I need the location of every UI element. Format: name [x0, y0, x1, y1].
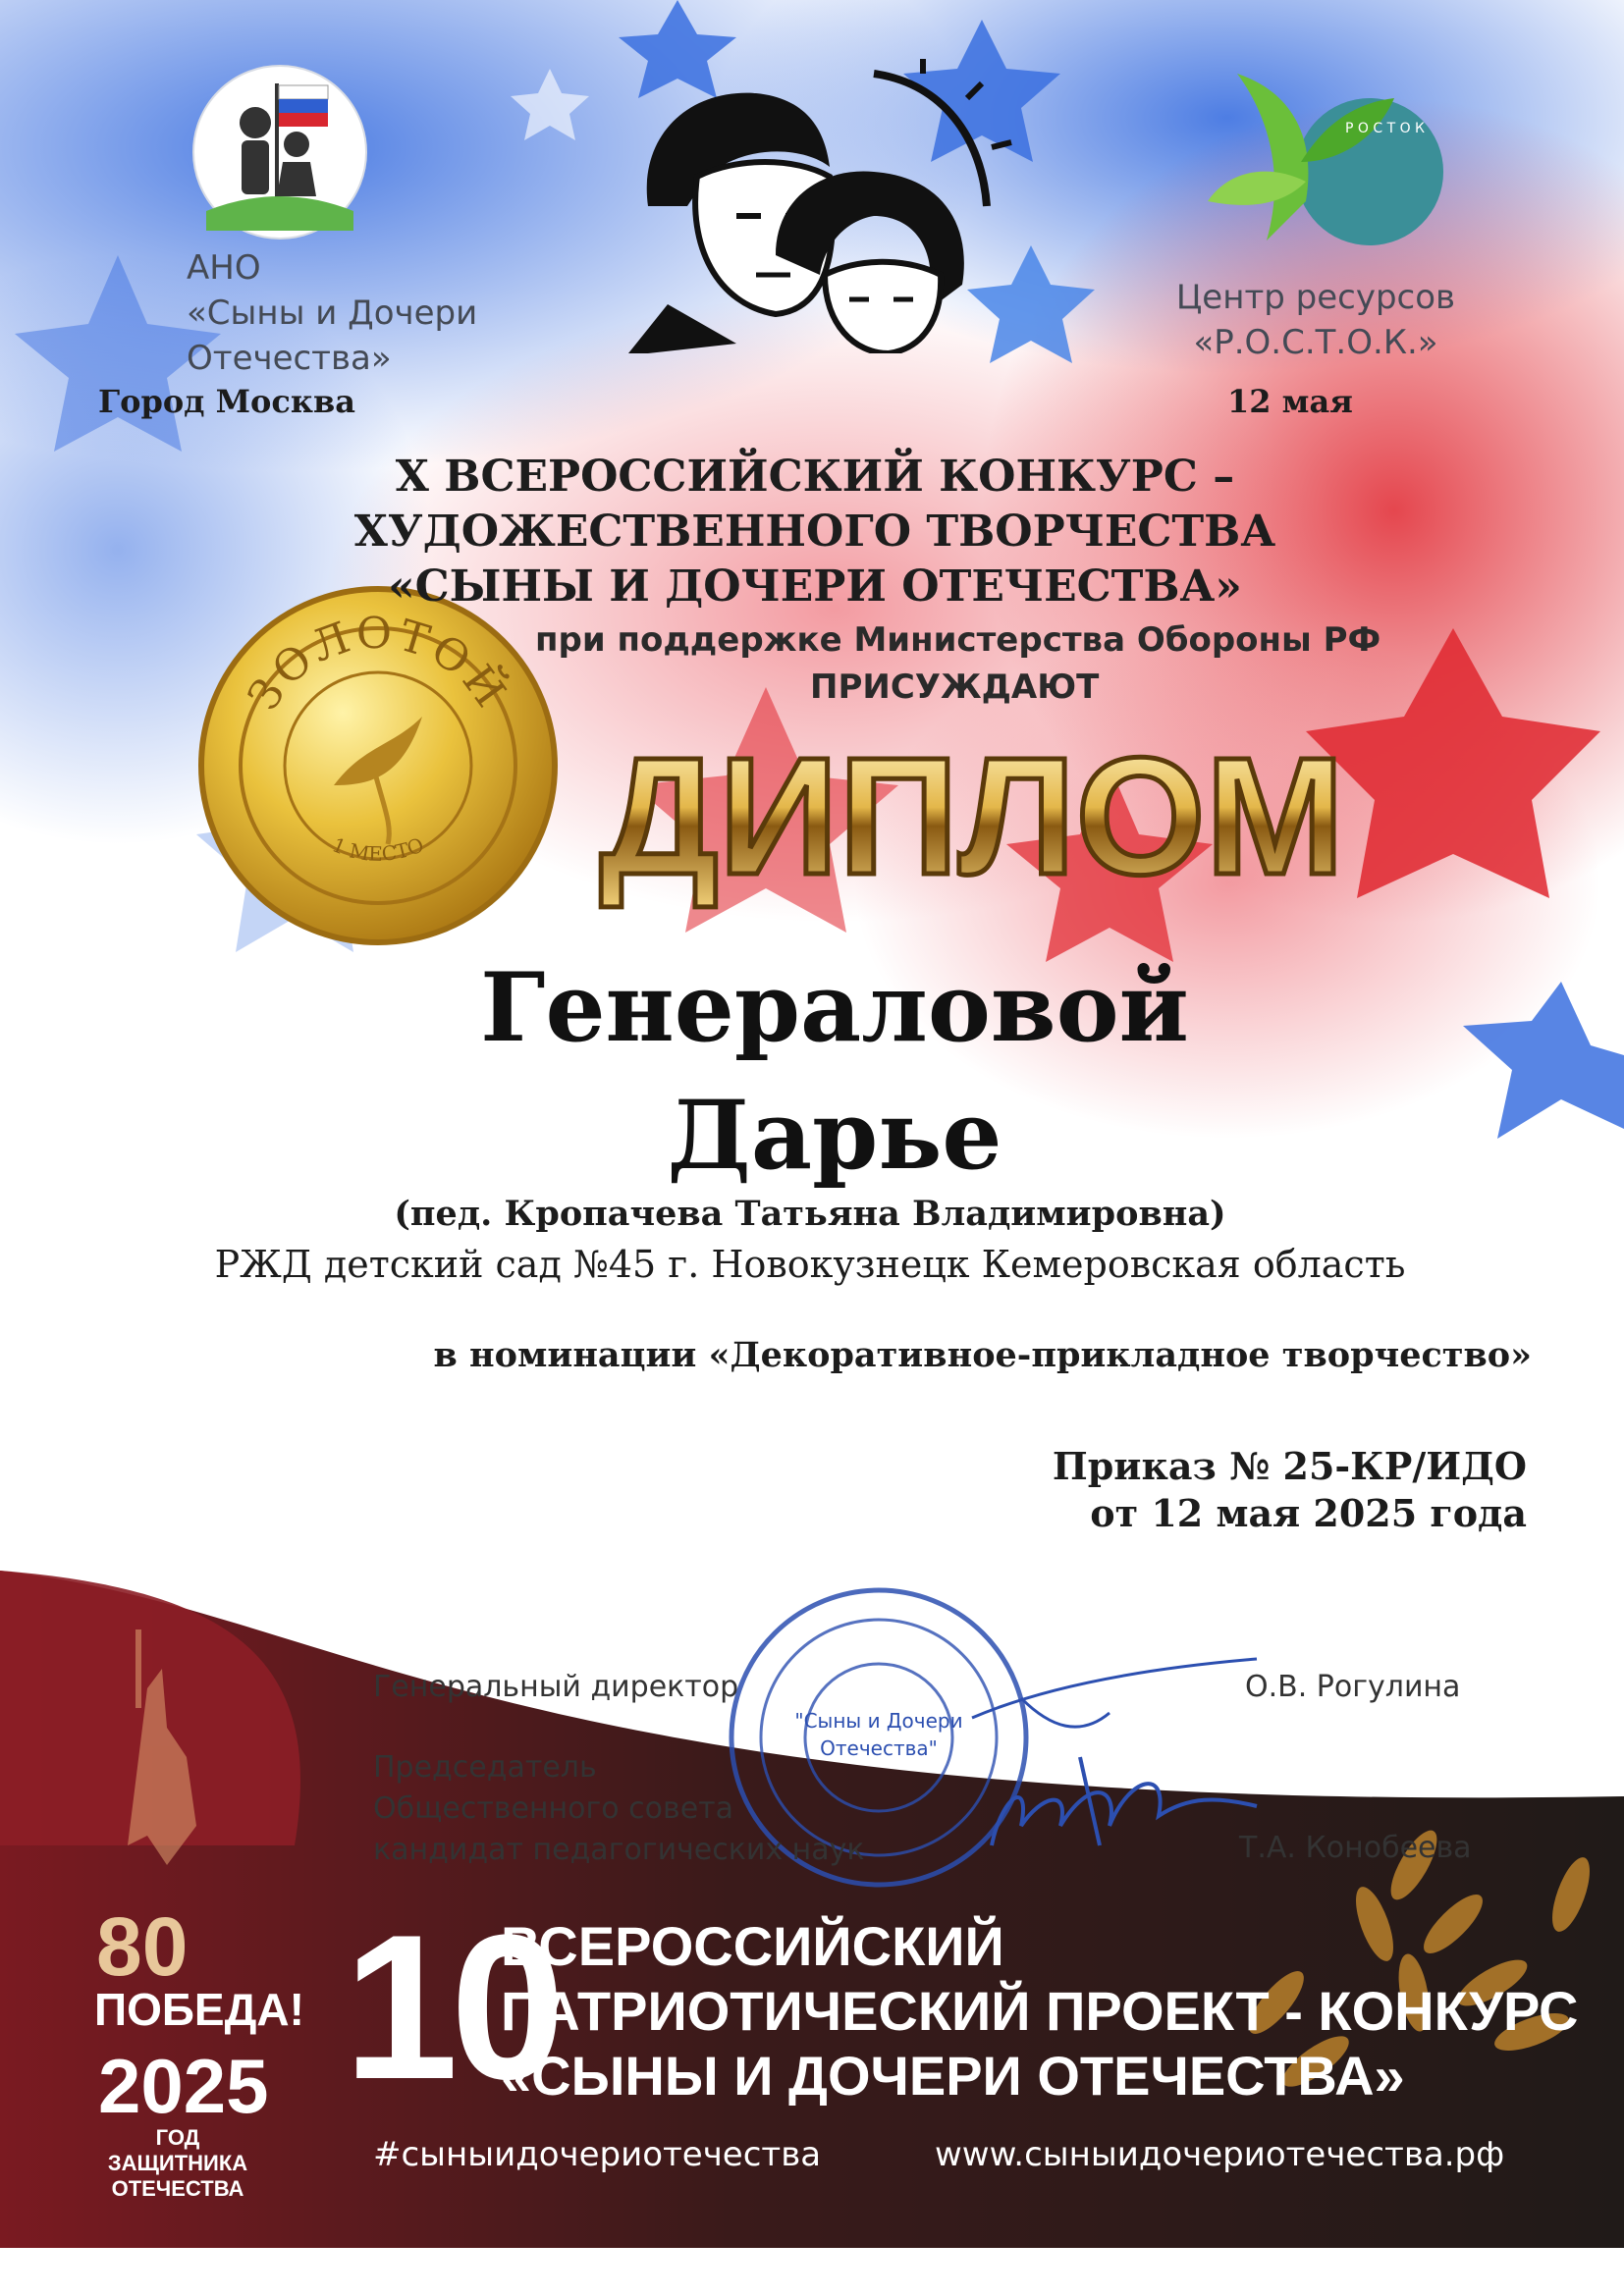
medal-bottom-text: 1 МЕСТО [329, 832, 427, 866]
title-line: ХУДОЖЕСТВЕННОГО ТВОРЧЕСТВА [353, 507, 1276, 557]
support-line: при поддержке Министерства Обороны РФ [535, 620, 1381, 660]
order-number: Приказ № 25-КР/ИДО [1052, 1444, 1527, 1488]
date-label: 12 мая [1227, 383, 1353, 420]
stamp-text-line: "Сыны и Дочери [794, 1709, 963, 1733]
diploma-word: ДИПЛОМ [599, 726, 1345, 910]
badge-pobeda: ПОБЕДА! [94, 1984, 304, 2035]
org-right-line: «Р.О.С.Т.О.К.» [1193, 323, 1438, 362]
director-label: Генеральный директор [373, 1670, 739, 1704]
badge-year: 2025 [98, 2043, 269, 2129]
teacher-line: (пед. Кропачева Татьяна Владимировна) [394, 1194, 1226, 1234]
stamp-text-line: Отечества" [820, 1736, 938, 1760]
badge-80: 80 [96, 1900, 189, 1993]
nomination-line: в номинации «Декоративное-прикладное творчество» [433, 1335, 1532, 1375]
recipient-first-name: Дарье [667, 1080, 1002, 1191]
badge-caption: ГОД ЗАЩИТНИКА ОТЕЧЕСТВА [107, 2125, 248, 2201]
chair-label [373, 1747, 865, 1871]
org-right-name [1129, 275, 1502, 365]
title-line: X ВСЕРОССИЙСКИЙ КОНКУРС – [395, 452, 1235, 502]
project-number: 10 [344, 1892, 558, 2122]
chair-line: Председатель [373, 1750, 597, 1785]
banner-line: ВСЕРОССИЙСКИЙ [501, 1915, 1004, 1977]
chair-line: кандидат педагогических наук [373, 1833, 865, 1867]
ano-logo-icon [187, 64, 373, 240]
banner-line: «СЫНЫ И ДОЧЕРИ ОТЕЧЕСТВА» [501, 2045, 1405, 2107]
chair-name: Т.А. Конобеева [1239, 1831, 1472, 1865]
svg-text:ЗОЛОТОЙ [239, 609, 519, 720]
hashtag-link[interactable]: #сыныидочериотечества [373, 2135, 822, 2174]
org-left-name [187, 245, 477, 381]
title-line: «СЫНЫ И ДОЧЕРИ ОТЕЧЕСТВА» [388, 561, 1242, 612]
director-name: О.В. Рогулина [1245, 1670, 1461, 1704]
org-right-line: Центр ресурсов [1175, 278, 1456, 317]
handwritten-signature [962, 1629, 1276, 1865]
order-date: от 12 мая 2025 года [1090, 1491, 1527, 1535]
rostok-letters: Р О С Т О К [1345, 121, 1425, 136]
chair-line: Общественного совета [373, 1791, 734, 1826]
medal-top-text: ЗОЛОТОЙ [238, 608, 517, 720]
recipient-surname: Генераловой [480, 952, 1189, 1063]
youth-portrait-icon [628, 59, 1021, 353]
svg-text:1 МЕСТО [329, 832, 427, 866]
order-block [884, 1443, 1527, 1537]
website-link[interactable]: www.сыныидочериотечества.рф [935, 2135, 1505, 2174]
org-left-line: «Сыны и Дочери [187, 294, 478, 333]
medal-text [201, 589, 555, 942]
org-left-line: АНО [187, 248, 261, 288]
rostok-logo-icon [1208, 54, 1453, 250]
institution-line: РЖД детский сад №45 г. Новокузнецк Кемеровская область [214, 1243, 1406, 1286]
diploma-heading [579, 726, 1365, 913]
awards-line: ПРИСУЖДАЮТ [810, 667, 1100, 707]
org-left-line: Отечества» [187, 339, 392, 378]
city-label: Город Москва [98, 383, 355, 420]
banner-line: ПАТРИОТИЧЕСКИЙ ПРОЕКТ - КОНКУРС [501, 1980, 1579, 2042]
